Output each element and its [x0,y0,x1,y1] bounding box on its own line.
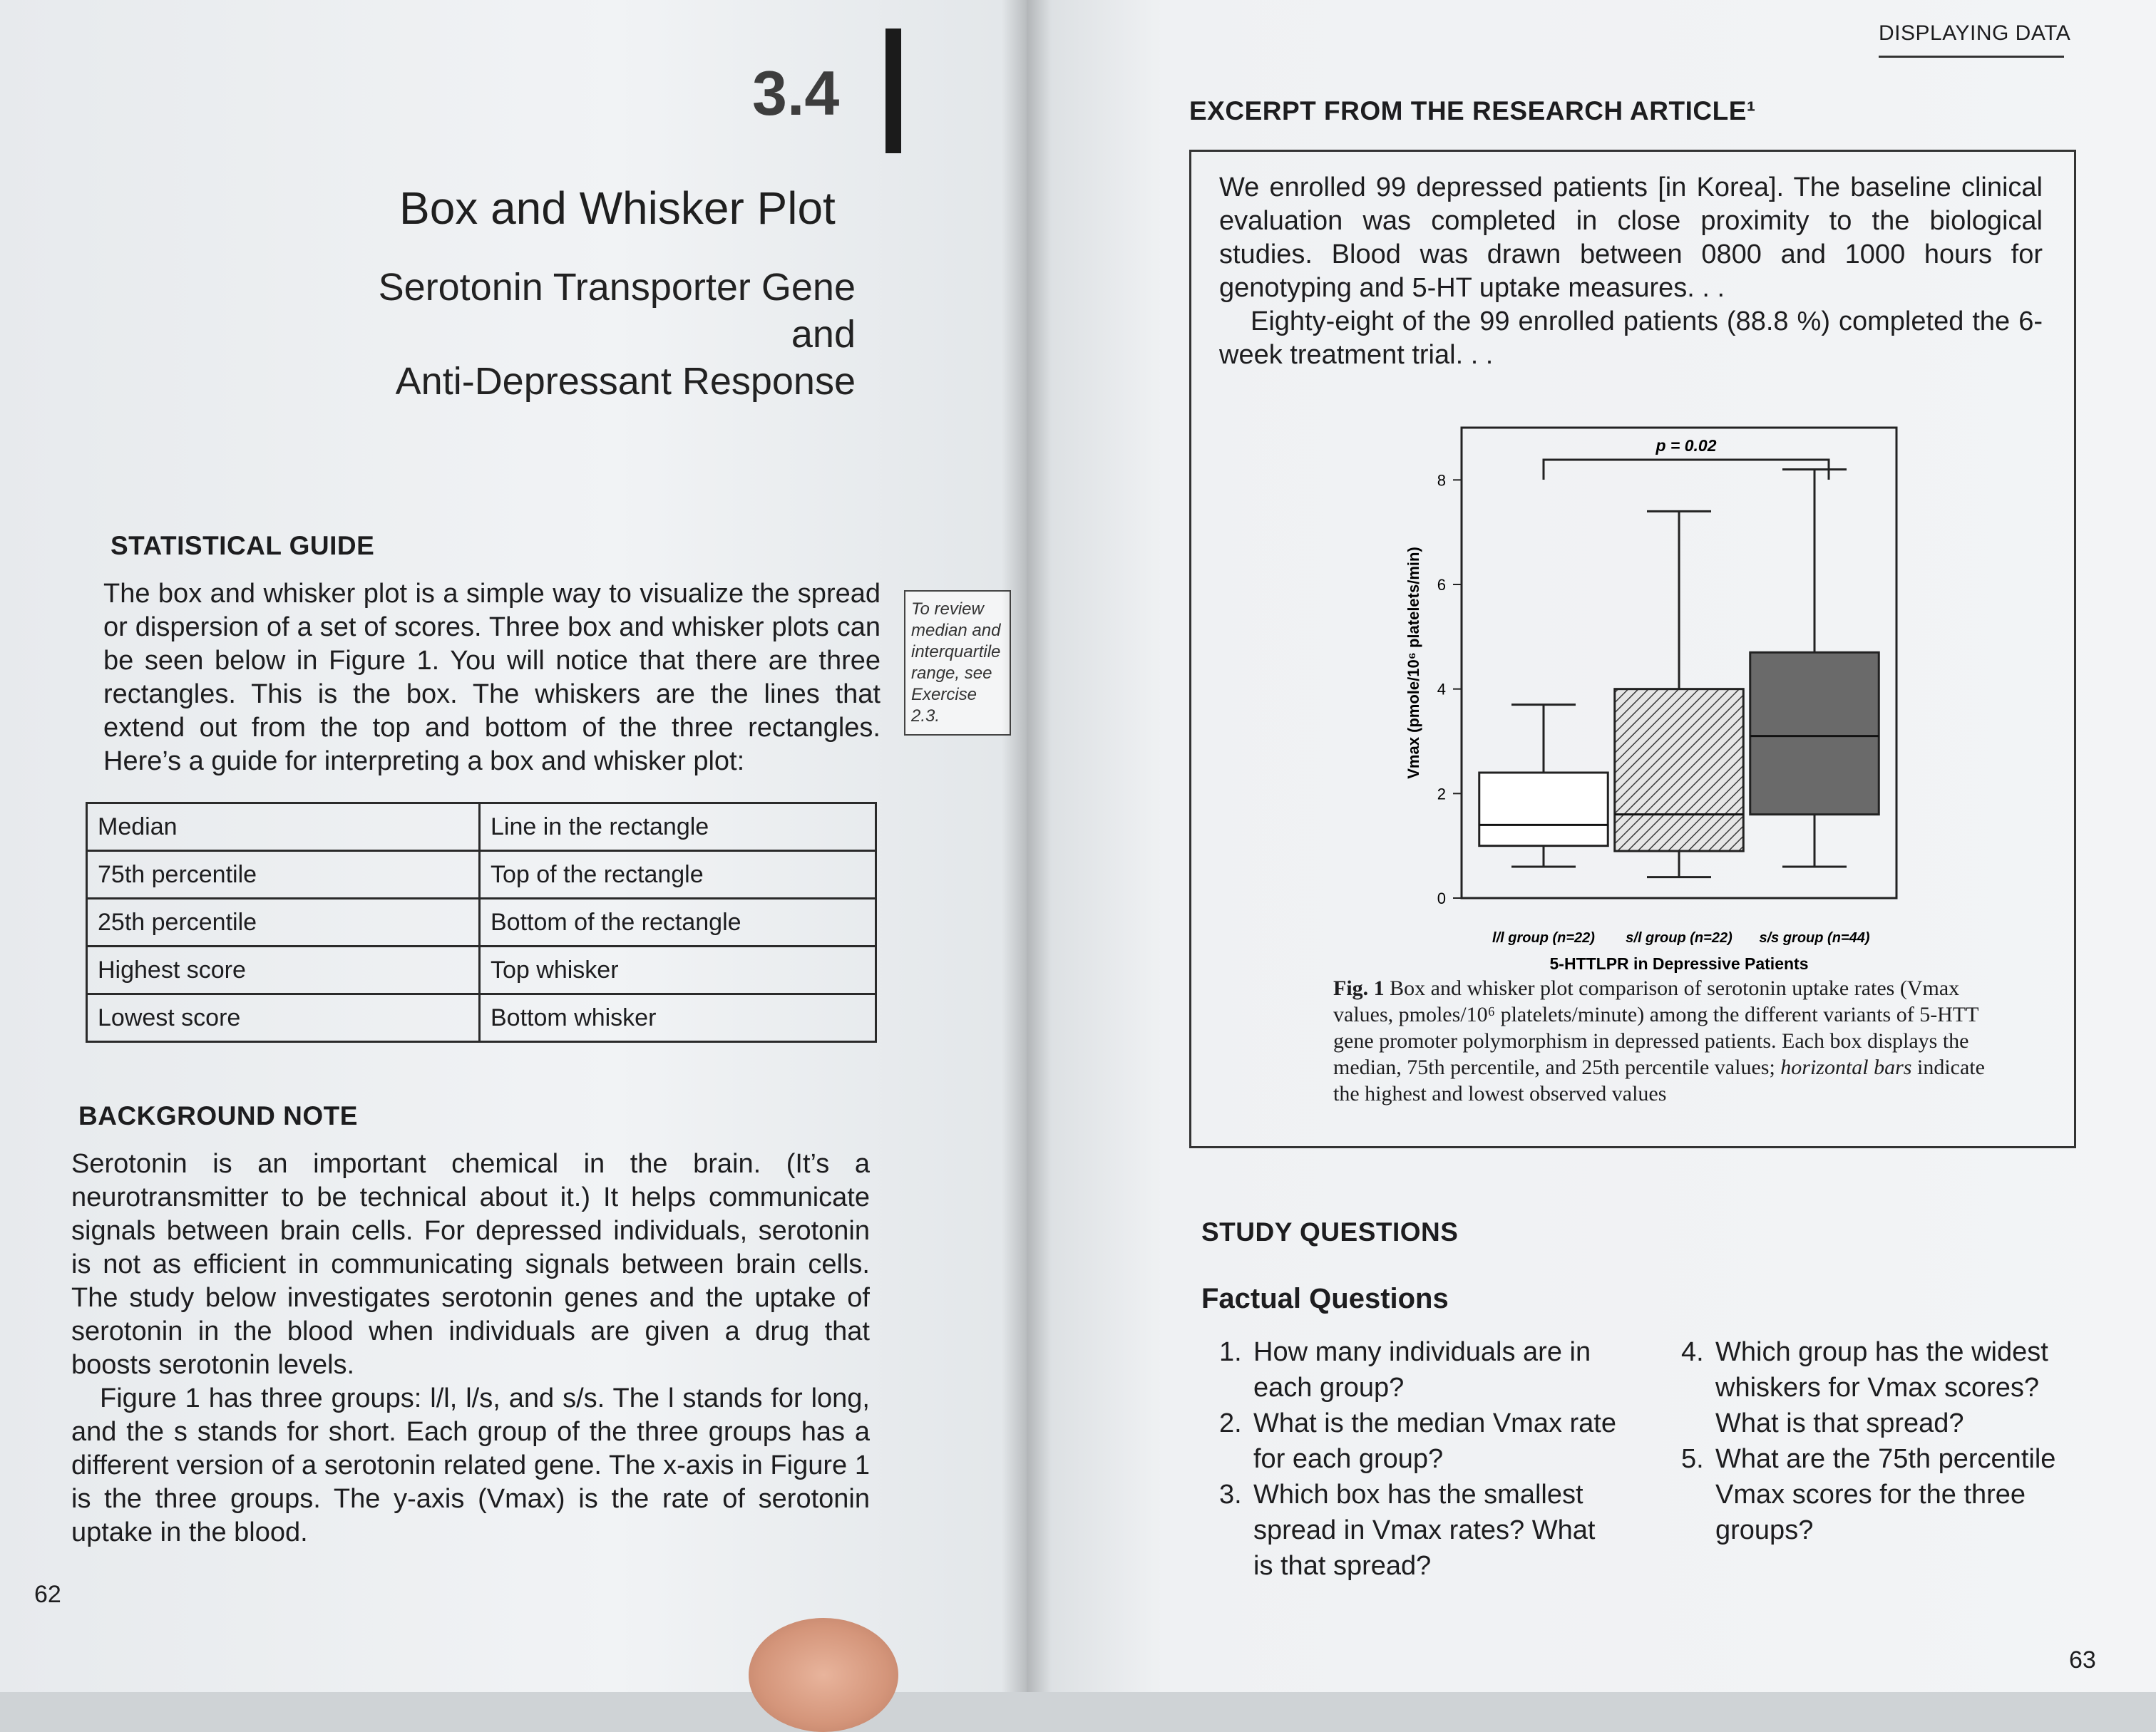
table-cell-term: Lowest score [87,994,480,1042]
table-cell-term: 25th percentile [87,899,480,947]
background-note-heading: BACKGROUND NOTE [78,1101,358,1130]
table-cell-term: Median [87,803,480,851]
y-tick-label: 4 [1437,680,1446,699]
statistical-guide-heading: STATISTICAL GUIDE [111,531,375,560]
running-head-rule [1879,56,2064,58]
chapter-title: Box and Whisker Plot [399,182,836,234]
figure-caption-text: Box and whisker plot comparison of serotonin uptake rates (Vmax values, pmoles/10⁶ platelets/minute) among the different variants of 5-HTT gene promoter polymorphism in depressed patients. Each box displays the median, 75th percentile, and 25th percentile values; [1333,976,1978,1079]
question-item: 1. How many individuals are in each group? [1219,1337,1591,1403]
box-whisker-chart [1383,399,1925,973]
box [1479,773,1608,846]
margin-note: To review median and interquartile range, see Exercise 2.3. [904,590,1011,736]
table-row [87,994,876,1042]
page-number-left: 62 [34,1581,61,1608]
table-cell-meaning: Bottom of the rectangle [480,899,876,947]
y-tick-label: 2 [1437,785,1446,803]
table-cell-meaning: Bottom whisker [480,994,876,1042]
factual-questions-heading: Factual Questions [1201,1283,1449,1314]
statistical-guide-paragraph: The box and whisker plot is a simple way to visualize the spread or dispersion of a set of scores. Three box and whisker plots can be seen below in Figure 1. You will notice that there are three rectangles. This is the box. The whiskers are the lines that extend out from the top and bottom of the three rectangles. Here’s a guide for interpreting a box and whisker plot: [103,579,881,776]
table-row [87,899,876,947]
table-cell-term: 75th percentile [87,851,480,899]
table-cell-meaning: Line in the rectangle [480,803,876,851]
table-row [87,947,876,994]
question-item: 3. Which box has the smallest spread in Vmax rates? What is that spread? [1219,1480,1596,1581]
excerpt-paragraph-1: We enrolled 99 depressed patients [in Korea]. The baseline clinical evaluation was completed in close proximity to the biological studies. Blood was drawn between 0800 and 1000 hours for genotyping and 5-HT uptake measures. . . [1219,172,2043,303]
x-axis-label: 5-HTTLPR in Depressive Patients [1549,954,1809,973]
figure-caption-italic: horizontal bars [1780,1056,1912,1079]
box [1750,652,1879,814]
figure-caption [1333,975,1989,1107]
table-row [87,803,876,851]
box [1615,689,1744,851]
page-number-right: 63 [2069,1646,2096,1674]
question-item: 5. What are the 75th percentile Vmax scores for the three groups? [1681,1444,2056,1545]
left-page [0,0,1027,1692]
section-number: 3.4 [752,58,840,128]
right-page [1027,0,2156,1692]
question-item: 2. What is the median Vmax rate for each group? [1219,1408,1616,1474]
question-item: 4. Which group has the widest whiskers for Vmax scores? What is that spread? [1681,1337,2048,1438]
subtitle-line-2: Anti-Depressant Response [395,360,856,403]
chapter-subtitle [314,264,856,405]
table-row [87,851,876,899]
x-category-label: l/l group (n=22) [1492,930,1595,946]
questions-column-1 [1219,1334,1618,1584]
figure-caption-tail: indicate the highest and lowest observed values [1333,1056,1985,1105]
running-head: DISPLAYING DATA [1879,21,2071,45]
questions-column-2 [1681,1334,2080,1548]
thumb [749,1618,898,1732]
table-cell-term: Highest score [87,947,480,994]
book-gutter-shadow [1002,0,1052,1692]
background-note-text [71,1148,870,1550]
background-paragraph-2: Figure 1 has three groups: l/l, l/s, and s/s. The l stands for long, and the s stands for short. Each group of the three groups has a different version of a serotonin related gene. The x-axis in Figure 1 is the three groups. The y-axis (Vmax) is the rate of serotonin uptake in the blood. [71,1383,870,1547]
excerpt-heading: EXCERPT FROM THE RESEARCH ARTICLE¹ [1189,96,1756,125]
study-questions-heading: STUDY QUESTIONS [1201,1217,1459,1247]
x-category-label: s/s group (n=44) [1759,930,1870,946]
y-axis-label: Vmax (pmole/10⁶ platelets/min) [1405,547,1422,779]
y-tick-label: 8 [1437,471,1446,490]
p-value-annotation: p = 0.02 [1655,436,1717,455]
table-cell-meaning: Top whisker [480,947,876,994]
y-tick-label: 6 [1437,576,1446,594]
table-cell-meaning: Top of the rectangle [480,851,876,899]
interpretation-table [86,802,877,1043]
x-category-label: s/l group (n=22) [1626,930,1732,946]
excerpt-text [1219,171,2043,372]
section-marker-bar [885,29,901,153]
excerpt-paragraph-2: Eighty-eight of the 99 enrolled patients (88.8 %) completed the 6-week treatment trial. . . [1219,306,2043,370]
subtitle-line-1: Serotonin Transporter Gene and [378,266,856,356]
figure-caption-label: Fig. 1 [1333,976,1385,1000]
y-tick-label: 0 [1437,890,1446,907]
background-paragraph-1: Serotonin is an important chemical in the brain. (It’s a neurotransmitter to be technical about it.) It helps communicate signals between brain cells. For depressed individuals, serotonin is not as efficient in communicating signals between brain cells. The study below investigates serotonin genes and the uptake of serotonin in the blood when individuals are given a drug that boosts serotonin levels. [71,1149,870,1380]
